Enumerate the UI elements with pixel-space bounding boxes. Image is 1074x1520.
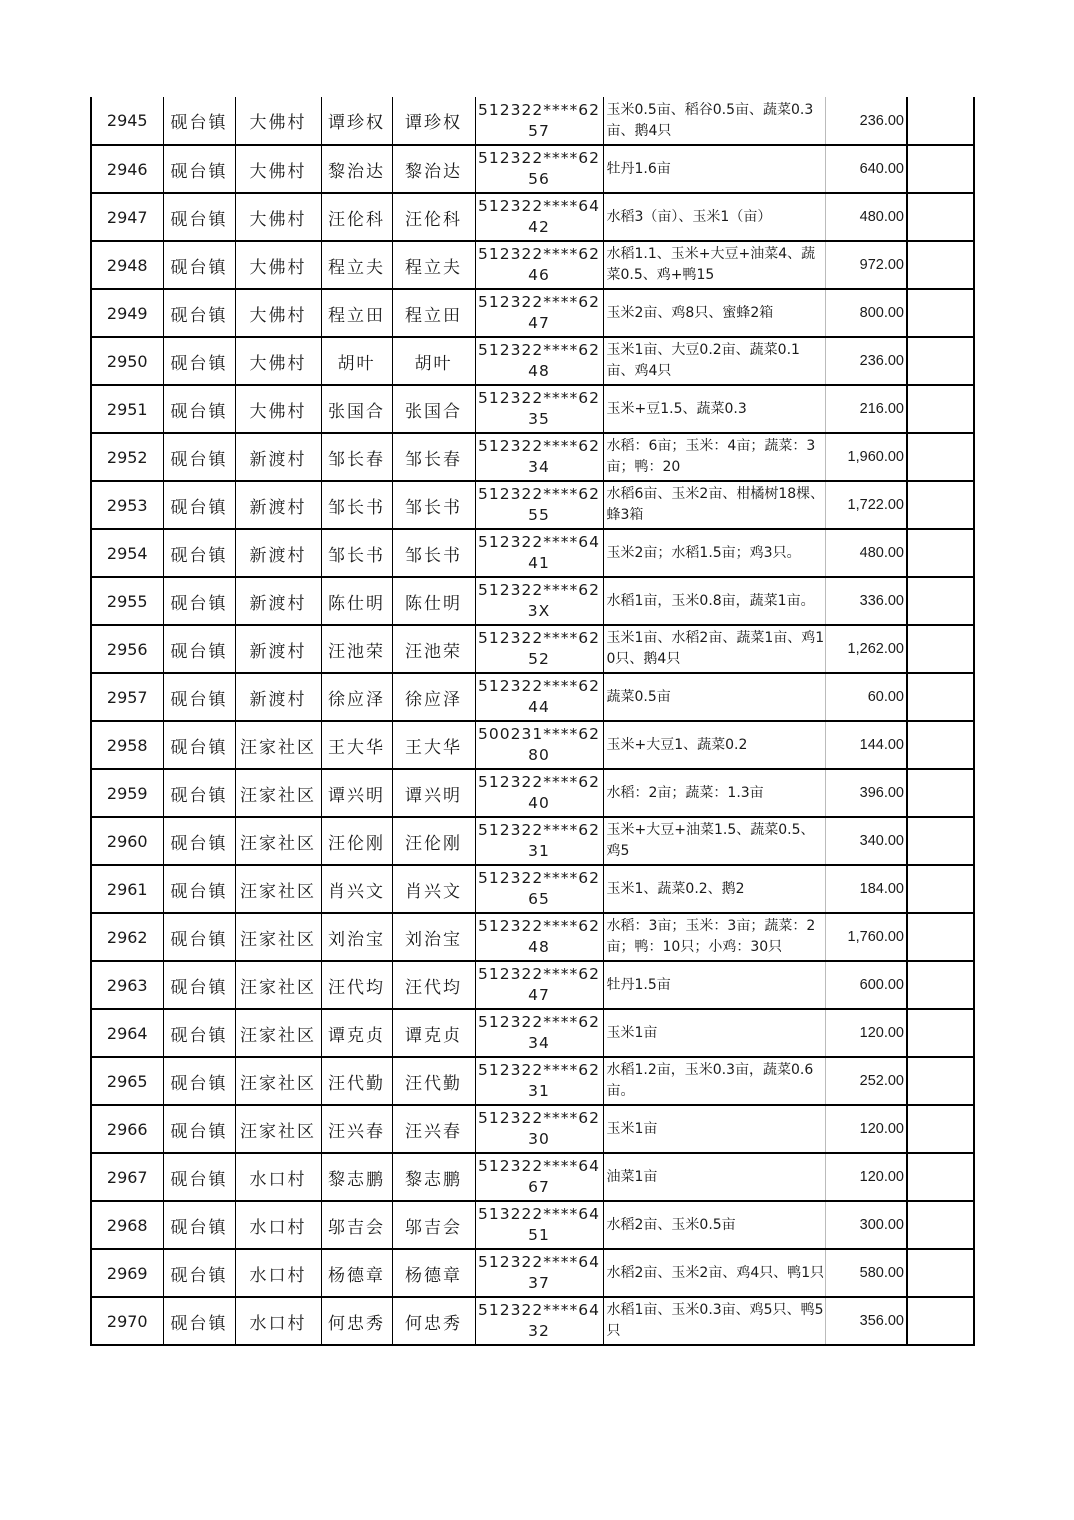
town-cell: 砚台镇 (163, 1201, 235, 1249)
production-detail-cell: 牡丹1.6亩 (603, 145, 825, 193)
household-name-cell: 程立夫 (321, 241, 392, 289)
household-name-cell: 邹长书 (321, 529, 392, 577)
serial-number-cell: 2954 (91, 529, 163, 577)
payee-name-cell: 何忠秀 (392, 1297, 475, 1345)
serial-number-cell: 2952 (91, 433, 163, 481)
production-detail-cell: 水稻3（亩）、玉米1（亩） (603, 193, 825, 241)
amount-cell: 252.00 (825, 1057, 907, 1105)
remarks-cell (907, 625, 974, 673)
village-cell: 汪家社区 (235, 1009, 321, 1057)
remarks-cell (907, 337, 974, 385)
town-cell: 砚台镇 (163, 1105, 235, 1153)
village-cell: 汪家社区 (235, 769, 321, 817)
id-number-cell: 512322****6234 (475, 433, 603, 481)
remarks-cell (907, 577, 974, 625)
id-number-cell: 512322****6244 (475, 673, 603, 721)
id-number-cell: 512322****6247 (475, 289, 603, 337)
town-cell: 砚台镇 (163, 865, 235, 913)
serial-number-cell: 2957 (91, 673, 163, 721)
production-detail-cell: 水稻：6亩；玉米：4亩；蔬菜：3亩；鸭：20 (603, 433, 825, 481)
production-detail-cell: 玉米1、蔬菜0.2、鹅2 (603, 865, 825, 913)
payee-name-cell: 谭兴明 (392, 769, 475, 817)
remarks-cell (907, 721, 974, 769)
id-number-cell: 512322****6252 (475, 625, 603, 673)
town-cell: 砚台镇 (163, 1153, 235, 1201)
serial-number-cell: 2960 (91, 817, 163, 865)
id-number-cell: 512322****6441 (475, 529, 603, 577)
village-cell: 新渡村 (235, 625, 321, 673)
village-cell: 汪家社区 (235, 961, 321, 1009)
town-cell: 砚台镇 (163, 241, 235, 289)
amount-cell: 1,960.00 (825, 433, 907, 481)
remarks-cell (907, 529, 974, 577)
amount-cell: 1,722.00 (825, 481, 907, 529)
village-cell: 大佛村 (235, 145, 321, 193)
payee-name-cell: 汪兴春 (392, 1105, 475, 1153)
serial-number-cell: 2966 (91, 1105, 163, 1153)
remarks-cell (907, 481, 974, 529)
table-row (91, 193, 974, 241)
table-row (91, 1009, 974, 1057)
payee-name-cell: 陈仕明 (392, 577, 475, 625)
payee-name-cell: 王大华 (392, 721, 475, 769)
household-name-cell: 胡叶 (321, 337, 392, 385)
amount-cell: 300.00 (825, 1201, 907, 1249)
payee-name-cell: 邹长书 (392, 481, 475, 529)
remarks-cell (907, 241, 974, 289)
id-number-cell: 512322****6240 (475, 769, 603, 817)
serial-number-cell: 2964 (91, 1009, 163, 1057)
amount-cell: 972.00 (825, 241, 907, 289)
serial-number-cell: 2956 (91, 625, 163, 673)
serial-number-cell: 2948 (91, 241, 163, 289)
serial-number-cell: 2958 (91, 721, 163, 769)
remarks-cell (907, 1153, 974, 1201)
payee-name-cell: 肖兴文 (392, 865, 475, 913)
payee-name-cell: 汪伦刚 (392, 817, 475, 865)
town-cell: 砚台镇 (163, 577, 235, 625)
village-cell: 水口村 (235, 1153, 321, 1201)
serial-number-cell: 2969 (91, 1249, 163, 1297)
serial-number-cell: 2963 (91, 961, 163, 1009)
village-cell: 汪家社区 (235, 817, 321, 865)
table-row (91, 289, 974, 337)
town-cell: 砚台镇 (163, 817, 235, 865)
town-cell: 砚台镇 (163, 769, 235, 817)
town-cell: 砚台镇 (163, 1057, 235, 1105)
amount-cell: 1,760.00 (825, 913, 907, 961)
id-number-cell: 512322****6437 (475, 1249, 603, 1297)
amount-cell: 640.00 (825, 145, 907, 193)
household-name-cell: 黎治达 (321, 145, 392, 193)
household-name-cell: 肖兴文 (321, 865, 392, 913)
household-name-cell: 汪代勤 (321, 1057, 392, 1105)
id-number-cell: 513222****6451 (475, 1201, 603, 1249)
id-number-cell: 512322****6257 (475, 97, 603, 145)
payee-name-cell: 刘治宝 (392, 913, 475, 961)
payee-name-cell: 徐应泽 (392, 673, 475, 721)
table-row (91, 1057, 974, 1105)
id-number-cell: 512322****623X (475, 577, 603, 625)
serial-number-cell: 2967 (91, 1153, 163, 1201)
household-name-cell: 汪池荣 (321, 625, 392, 673)
table-row (91, 577, 974, 625)
village-cell: 汪家社区 (235, 865, 321, 913)
production-detail-cell: 玉米2亩；水稻1.5亩；鸡3只。 (603, 529, 825, 577)
remarks-cell (907, 1297, 974, 1345)
payee-name-cell: 黎治达 (392, 145, 475, 193)
amount-cell: 120.00 (825, 1153, 907, 1201)
amount-cell: 236.00 (825, 337, 907, 385)
production-detail-cell: 水稻：2亩；蔬菜：1.3亩 (603, 769, 825, 817)
town-cell: 砚台镇 (163, 97, 235, 145)
payee-name-cell: 胡叶 (392, 337, 475, 385)
household-name-cell: 谭珍权 (321, 97, 392, 145)
town-cell: 砚台镇 (163, 721, 235, 769)
remarks-cell (907, 1105, 974, 1153)
id-number-cell: 512322****6230 (475, 1105, 603, 1153)
amount-cell: 340.00 (825, 817, 907, 865)
household-name-cell: 邹长春 (321, 433, 392, 481)
serial-number-cell: 2965 (91, 1057, 163, 1105)
production-detail-cell: 水稻1.2亩，玉米0.3亩，蔬菜0.6亩。 (603, 1057, 825, 1105)
amount-cell: 480.00 (825, 529, 907, 577)
remarks-cell (907, 817, 974, 865)
id-number-cell: 512322****6248 (475, 337, 603, 385)
production-detail-cell: 水稻2亩、玉米0.5亩 (603, 1201, 825, 1249)
village-cell: 大佛村 (235, 193, 321, 241)
id-number-cell: 512322****6432 (475, 1297, 603, 1345)
serial-number-cell: 2970 (91, 1297, 163, 1345)
town-cell: 砚台镇 (163, 1297, 235, 1345)
household-name-cell: 黎志鹏 (321, 1153, 392, 1201)
id-number-cell: 512322****6231 (475, 1057, 603, 1105)
payee-name-cell: 谭珍权 (392, 97, 475, 145)
village-cell: 大佛村 (235, 241, 321, 289)
remarks-cell (907, 385, 974, 433)
amount-cell: 184.00 (825, 865, 907, 913)
serial-number-cell: 2959 (91, 769, 163, 817)
village-cell: 新渡村 (235, 529, 321, 577)
table-body (91, 97, 974, 1345)
remarks-cell (907, 673, 974, 721)
household-name-cell: 汪伦刚 (321, 817, 392, 865)
production-detail-cell: 水稻1亩，玉米0.8亩，蔬菜1亩。 (603, 577, 825, 625)
amount-cell: 580.00 (825, 1249, 907, 1297)
production-detail-cell: 玉米+大豆+油菜1.5、蔬菜0.5、鸡5 (603, 817, 825, 865)
table-row (91, 865, 974, 913)
production-detail-cell: 玉米1亩、大豆0.2亩、蔬菜0.1亩、鸡4只 (603, 337, 825, 385)
remarks-cell (907, 913, 974, 961)
serial-number-cell: 2968 (91, 1201, 163, 1249)
household-name-cell: 王大华 (321, 721, 392, 769)
id-number-cell: 512322****6235 (475, 385, 603, 433)
village-cell: 水口村 (235, 1201, 321, 1249)
id-number-cell: 512322****6247 (475, 961, 603, 1009)
table-row (91, 241, 974, 289)
table-row (91, 481, 974, 529)
production-detail-cell: 牡丹1.5亩 (603, 961, 825, 1009)
payee-name-cell: 杨德章 (392, 1249, 475, 1297)
town-cell: 砚台镇 (163, 1249, 235, 1297)
village-cell: 新渡村 (235, 481, 321, 529)
table-row (91, 1297, 974, 1345)
table-row (91, 145, 974, 193)
remarks-cell (907, 97, 974, 145)
household-name-cell: 何忠秀 (321, 1297, 392, 1345)
village-cell: 大佛村 (235, 289, 321, 337)
amount-cell: 120.00 (825, 1009, 907, 1057)
village-cell: 大佛村 (235, 97, 321, 145)
subsidy-table (90, 97, 975, 1346)
table-row (91, 913, 974, 961)
serial-number-cell: 2949 (91, 289, 163, 337)
serial-number-cell: 2953 (91, 481, 163, 529)
town-cell: 砚台镇 (163, 529, 235, 577)
town-cell: 砚台镇 (163, 673, 235, 721)
household-name-cell: 汪伦科 (321, 193, 392, 241)
payee-name-cell: 汪代勤 (392, 1057, 475, 1105)
id-number-cell: 512322****6246 (475, 241, 603, 289)
payee-name-cell: 汪代均 (392, 961, 475, 1009)
production-detail-cell: 油菜1亩 (603, 1153, 825, 1201)
production-detail-cell: 玉米+大豆1、蔬菜0.2 (603, 721, 825, 769)
amount-cell: 396.00 (825, 769, 907, 817)
table-row (91, 1105, 974, 1153)
table-row (91, 1249, 974, 1297)
remarks-cell (907, 961, 974, 1009)
amount-cell: 480.00 (825, 193, 907, 241)
village-cell: 汪家社区 (235, 1105, 321, 1153)
village-cell: 水口村 (235, 1249, 321, 1297)
village-cell: 大佛村 (235, 385, 321, 433)
payee-name-cell: 邬吉会 (392, 1201, 475, 1249)
amount-cell: 120.00 (825, 1105, 907, 1153)
serial-number-cell: 2946 (91, 145, 163, 193)
table-row (91, 721, 974, 769)
remarks-cell (907, 145, 974, 193)
id-number-cell: 512322****6248 (475, 913, 603, 961)
payee-name-cell: 汪伦科 (392, 193, 475, 241)
payee-name-cell: 程立夫 (392, 241, 475, 289)
amount-cell: 60.00 (825, 673, 907, 721)
production-detail-cell: 水稻：3亩；玉米：3亩；蔬菜：2亩；鸭：10只；小鸡：30只 (603, 913, 825, 961)
household-name-cell: 汪代均 (321, 961, 392, 1009)
town-cell: 砚台镇 (163, 289, 235, 337)
amount-cell: 236.00 (825, 97, 907, 145)
town-cell: 砚台镇 (163, 433, 235, 481)
payee-name-cell: 汪池荣 (392, 625, 475, 673)
id-number-cell: 500231****6280 (475, 721, 603, 769)
payee-name-cell: 谭克贞 (392, 1009, 475, 1057)
serial-number-cell: 2955 (91, 577, 163, 625)
remarks-cell (907, 769, 974, 817)
remarks-cell (907, 865, 974, 913)
household-name-cell: 刘治宝 (321, 913, 392, 961)
table-row (91, 817, 974, 865)
household-name-cell: 杨德章 (321, 1249, 392, 1297)
table-row (91, 529, 974, 577)
payee-name-cell: 黎志鹏 (392, 1153, 475, 1201)
remarks-cell (907, 193, 974, 241)
id-number-cell: 512322****6255 (475, 481, 603, 529)
payee-name-cell: 程立田 (392, 289, 475, 337)
town-cell: 砚台镇 (163, 625, 235, 673)
payee-name-cell: 邹长春 (392, 433, 475, 481)
serial-number-cell: 2945 (91, 97, 163, 145)
amount-cell: 600.00 (825, 961, 907, 1009)
table-row (91, 97, 974, 145)
production-detail-cell: 玉米2亩、鸡8只、蜜蜂2箱 (603, 289, 825, 337)
household-name-cell: 谭克贞 (321, 1009, 392, 1057)
table-row (91, 337, 974, 385)
remarks-cell (907, 1009, 974, 1057)
town-cell: 砚台镇 (163, 337, 235, 385)
table-row (91, 1153, 974, 1201)
household-name-cell: 汪兴春 (321, 1105, 392, 1153)
village-cell: 新渡村 (235, 433, 321, 481)
village-cell: 新渡村 (235, 673, 321, 721)
town-cell: 砚台镇 (163, 385, 235, 433)
amount-cell: 144.00 (825, 721, 907, 769)
table-row (91, 625, 974, 673)
production-detail-cell: 水稻2亩、玉米2亩、鸡4只、鸭1只 (603, 1249, 825, 1297)
id-number-cell: 512322****6231 (475, 817, 603, 865)
remarks-cell (907, 1057, 974, 1105)
village-cell: 新渡村 (235, 577, 321, 625)
village-cell: 汪家社区 (235, 721, 321, 769)
table-row (91, 1201, 974, 1249)
production-detail-cell: 水稻1.1、玉米+大豆+油菜4、蔬菜0.5、鸡+鸭15 (603, 241, 825, 289)
table-row (91, 433, 974, 481)
household-name-cell: 徐应泽 (321, 673, 392, 721)
household-name-cell: 陈仕明 (321, 577, 392, 625)
town-cell: 砚台镇 (163, 961, 235, 1009)
household-name-cell: 程立田 (321, 289, 392, 337)
table-row (91, 769, 974, 817)
village-cell: 水口村 (235, 1297, 321, 1345)
remarks-cell (907, 1249, 974, 1297)
town-cell: 砚台镇 (163, 1009, 235, 1057)
amount-cell: 1,262.00 (825, 625, 907, 673)
production-detail-cell: 玉米1亩 (603, 1009, 825, 1057)
amount-cell: 336.00 (825, 577, 907, 625)
production-detail-cell: 水稻1亩、玉米0.3亩、鸡5只、鸭5只 (603, 1297, 825, 1345)
production-detail-cell: 玉米1亩、水稻2亩、蔬菜1亩、鸡10只、鹅4只 (603, 625, 825, 673)
household-name-cell: 张国合 (321, 385, 392, 433)
village-cell: 汪家社区 (235, 1057, 321, 1105)
amount-cell: 216.00 (825, 385, 907, 433)
table-row (91, 673, 974, 721)
town-cell: 砚台镇 (163, 913, 235, 961)
payee-name-cell: 张国合 (392, 385, 475, 433)
remarks-cell (907, 289, 974, 337)
production-detail-cell: 蔬菜0.5亩 (603, 673, 825, 721)
id-number-cell: 512322****6265 (475, 865, 603, 913)
id-number-cell: 512322****6467 (475, 1153, 603, 1201)
serial-number-cell: 2951 (91, 385, 163, 433)
serial-number-cell: 2950 (91, 337, 163, 385)
serial-number-cell: 2962 (91, 913, 163, 961)
id-number-cell: 512322****6442 (475, 193, 603, 241)
id-number-cell: 512322****6256 (475, 145, 603, 193)
amount-cell: 800.00 (825, 289, 907, 337)
payee-name-cell: 邹长书 (392, 529, 475, 577)
remarks-cell (907, 433, 974, 481)
amount-cell: 356.00 (825, 1297, 907, 1345)
remarks-cell (907, 1201, 974, 1249)
town-cell: 砚台镇 (163, 193, 235, 241)
village-cell: 大佛村 (235, 337, 321, 385)
household-name-cell: 邬吉会 (321, 1201, 392, 1249)
household-name-cell: 邹长书 (321, 481, 392, 529)
production-detail-cell: 玉米+豆1.5、蔬菜0.3 (603, 385, 825, 433)
town-cell: 砚台镇 (163, 481, 235, 529)
town-cell: 砚台镇 (163, 145, 235, 193)
household-name-cell: 谭兴明 (321, 769, 392, 817)
serial-number-cell: 2947 (91, 193, 163, 241)
production-detail-cell: 玉米1亩 (603, 1105, 825, 1153)
production-detail-cell: 玉米0.5亩、稻谷0.5亩、蔬菜0.3亩、鹅4只 (603, 97, 825, 145)
table-row (91, 961, 974, 1009)
table-row (91, 385, 974, 433)
production-detail-cell: 水稻6亩、玉米2亩、柑橘树18棵、蜂3箱 (603, 481, 825, 529)
village-cell: 汪家社区 (235, 913, 321, 961)
id-number-cell: 512322****6234 (475, 1009, 603, 1057)
serial-number-cell: 2961 (91, 865, 163, 913)
